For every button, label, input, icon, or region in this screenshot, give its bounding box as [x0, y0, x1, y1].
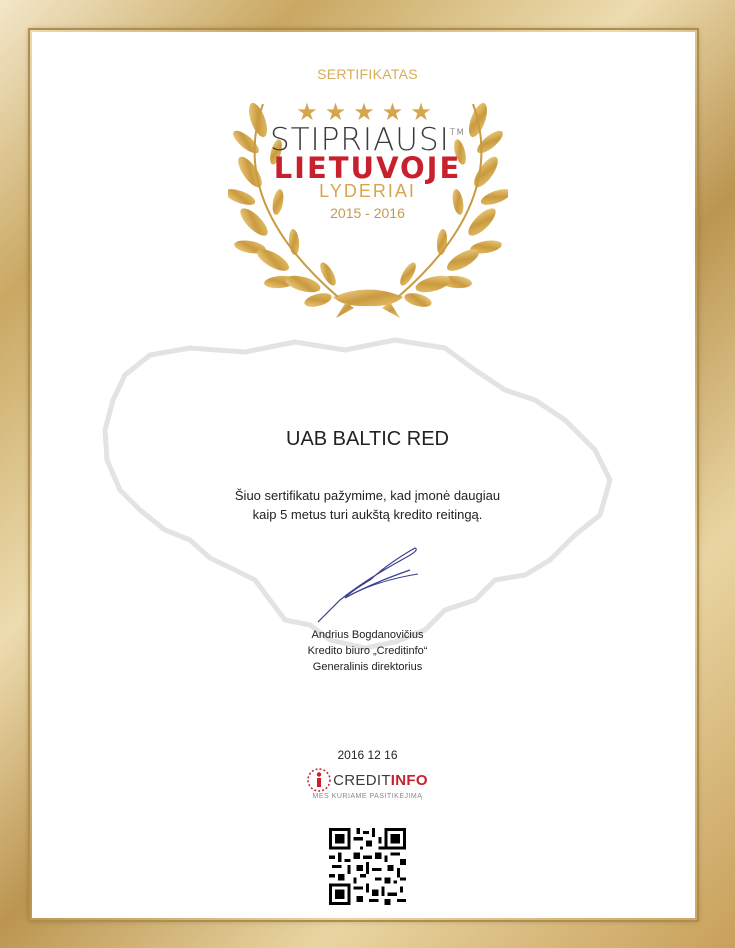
rating-stars: ★★★★★ [296, 99, 439, 126]
company-name: UAB BALTIC RED [286, 428, 449, 450]
brand-title-line1: STIPRIAUSI™ [269, 122, 466, 158]
description-line-1: Šiuo sertifikatu pažymime, kad įmonė daugiau [234, 488, 501, 503]
certificate-date: 2016 12 16 [337, 748, 398, 762]
creditinfo-i-icon [307, 768, 331, 792]
award-years: 2015 - 2016 [330, 205, 405, 221]
signer-organization: Kredito biuro „Creditinfo“ [307, 645, 428, 657]
creditinfo-logo [0, 768, 735, 792]
signer-name: Andrius Bogdanovičius [311, 629, 424, 641]
creditinfo-tagline: MES KURIAME PASITIKĖJIMĄ [312, 793, 423, 800]
signer-block [0, 627, 735, 675]
handwritten-signature [310, 540, 430, 630]
brand-title-line3: LYDERIAI [319, 181, 416, 201]
certificate-description [0, 486, 735, 524]
certificate-heading: SERTIFIKATAS [317, 66, 418, 82]
description-line-2: kaip 5 metus turi aukštą kredito reitingą. [252, 507, 483, 522]
trademark-mark: TM [449, 128, 466, 138]
signer-title: Generalinis direktorius [312, 661, 423, 673]
creditinfo-logo-text: CREDITINFO [333, 771, 428, 789]
brand-title-line2: LIETUVOJE [273, 151, 462, 185]
qr-code[interactable] [329, 828, 406, 905]
